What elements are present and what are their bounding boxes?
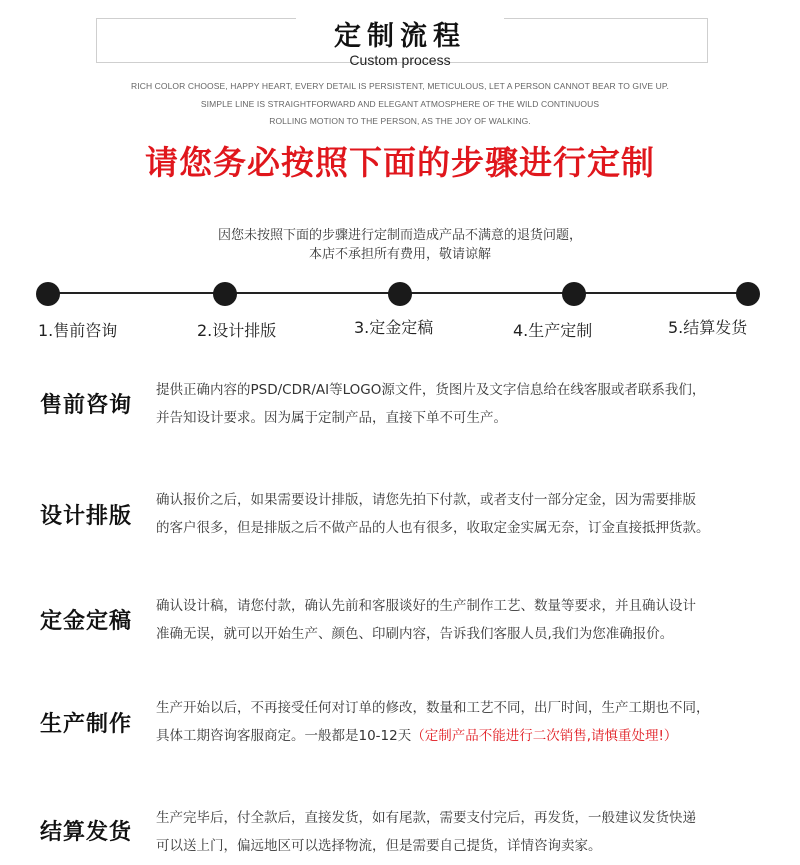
timeline-dot-5 — [736, 282, 760, 306]
section-line: 可以送上门，偏远地区可以选择物流，但是需要自己提货，详情咨询卖家。 — [156, 838, 602, 854]
timeline-dot-2 — [213, 282, 237, 306]
tagline-line-2: SIMPLE LINE IS STRAIGHTFORWARD AND ELEGANT ATMOSPHERE OF THE WILD CONTINUOUS — [200, 99, 600, 109]
notice-line-1: 因您未按照下面的步骤进行定制而造成产品不满意的退货问题， — [217, 228, 582, 243]
timeline-dot-4 — [562, 282, 586, 306]
section-line: 生产完毕后，付全款后，直接发货，如有尾款，需要支付完后，再发货，一般建议发货快递 — [156, 810, 696, 826]
section-line: 确认设计稿，请您付款，确认先前和客服谈好的生产制作工艺、数量等要求，并且确认设计 — [156, 598, 696, 614]
warning-text: （定制产品不能进行二次销售,请慎重处理!） — [411, 728, 678, 744]
section-text-settlement — [156, 806, 776, 858]
section-text-production — [156, 696, 776, 748]
tagline-line-3: ROLLING MOTION TO THE PERSON, AS THE JOY OF WALKING. — [269, 116, 531, 126]
section-line: 并告知设计要求。因为属于定制产品，直接下单不可生产。 — [156, 410, 507, 426]
section-text-deposit — [156, 594, 776, 646]
headline: 请您务必按照下面的步骤进行定制 — [145, 143, 655, 182]
step-label-2: 2.设计排版 — [197, 321, 277, 340]
section-line: 提供正确内容的PSD/CDR/AI等LOGO源文件，货图片及文字信息给在线客服或者联系我们， — [156, 382, 706, 398]
step-label-5: 5.结算发货 — [668, 318, 748, 337]
section-title-deposit: 定金定稿 — [40, 609, 133, 634]
tagline-line-1: RICH COLOR CHOOSE, HAPPY HEART, EVERY DETAIL IS PERSISTENT, METICULOUS, LET A PERSON CANNOT BEAR TO GIVE UP. — [131, 81, 669, 91]
section-title-design: 设计排版 — [40, 504, 133, 529]
step-label-3: 3.定金定稿 — [354, 318, 434, 337]
step-label-4: 4.生产定制 — [513, 321, 593, 340]
section-title-production: 生产制作 — [40, 712, 133, 737]
notice-line-2: 本店不承担所有费用，敬请谅解 — [308, 247, 491, 262]
timeline-dot-3 — [388, 282, 412, 306]
page-title: 定制流程 — [334, 21, 466, 52]
section-text-presale — [156, 378, 776, 430]
section-title-presale: 售前咨询 — [40, 393, 133, 418]
section-line-text: 具体工期咨询客服商定。一般都是10-12天 — [156, 728, 412, 744]
section-line: 确认报价之后，如果需要设计排版，请您先拍下付款，或者支付一部分定金，因为需要排版 — [156, 492, 696, 508]
step-label-1: 1.售前咨询 — [38, 321, 118, 340]
timeline-dot-1 — [36, 282, 60, 306]
section-text-design — [156, 488, 776, 540]
section-title-settlement: 结算发货 — [40, 820, 133, 845]
section-line — [156, 724, 776, 748]
section-line: 生产开始以后，不再接受任何对订单的修改，数量和工艺不同，出厂时间，生产工期也不同， — [156, 700, 710, 716]
page-subtitle: Custom process — [349, 52, 451, 68]
section-line: 准确无误，就可以开始生产、颜色、印刷内容，告诉我们客服人员,我们为您准确报价。 — [156, 626, 674, 642]
section-line: 的客户很多，但是排版之后不做产品的人也有很多，收取定金实属无奈，订金直接抵押货款。 — [156, 520, 710, 536]
